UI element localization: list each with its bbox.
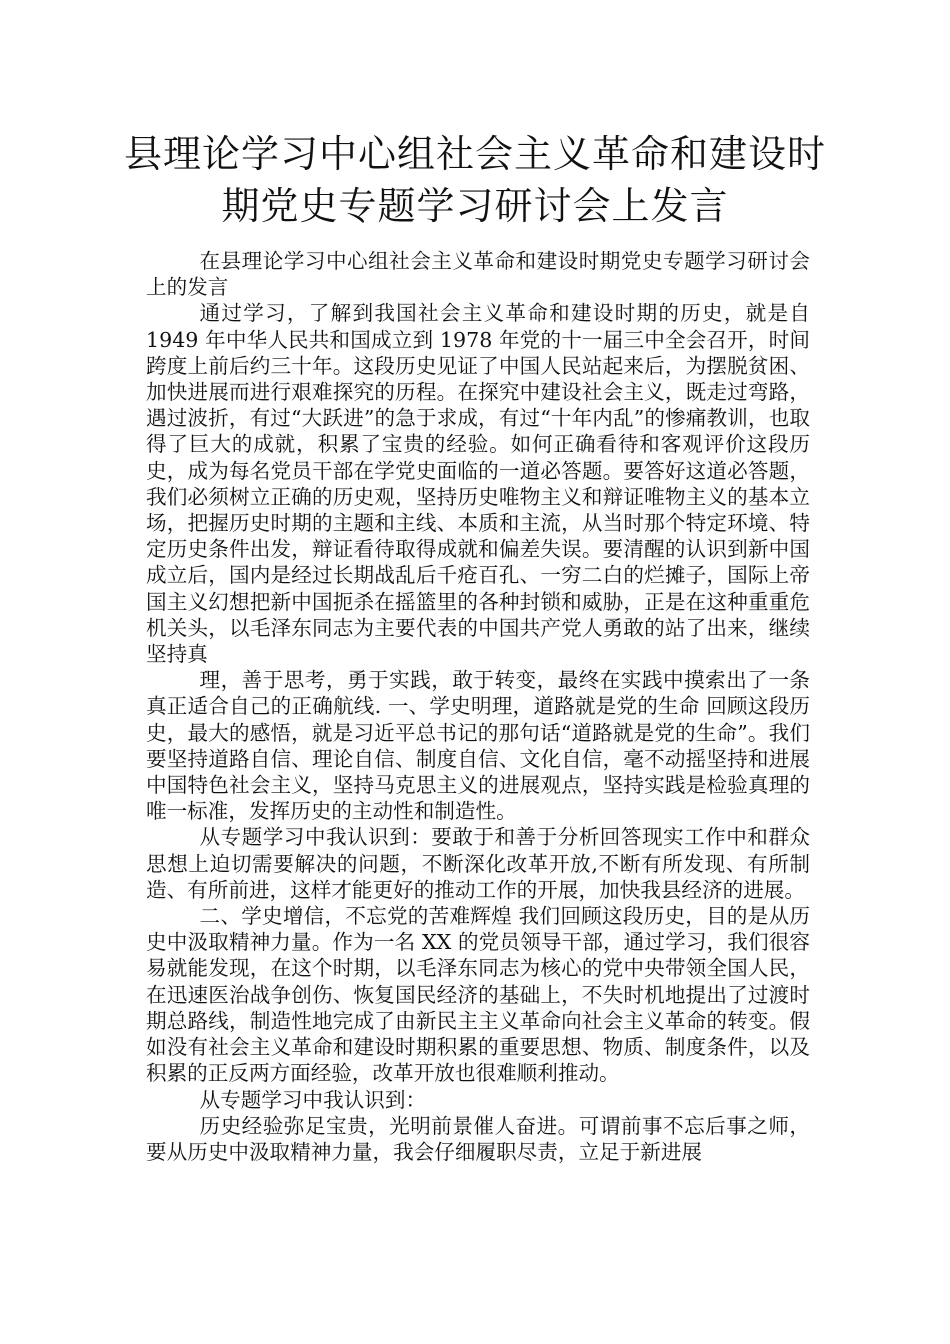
paragraph: 历史经验弥足宝贵，光明前景催人奋进。可谓前事不忘后事之师，要从历史中汲取精神力量，我会仔细履职尽责，立足于新进展: [146, 1113, 810, 1164]
paragraph: 二、学史增信，不忘党的苦难辉煌 我们回顾这段历史，目的是从历史中汲取精神力量。作为一名 XX 的党员领导干部，通过学习，我们很容易就能发现，在这个时期，以毛泽东同志为核心的党中央带领全国人民，在迅速医治战争创伤、恢复国民经济的基础上，不失时机地提出了过渡时期总路线，制造性地完成了由新民主主义革命向社会主义革命的转变。假如没有社会主义革命和建设时期积累的重要思想、物质、制度条件，以及积累的正反两方面经验，改革开放也很难顺利推动。: [146, 904, 810, 1086]
title-line-1: 县理论学习中心组社会主义革命和建设时: [123, 132, 826, 176]
paragraph: 从专题学习中我认识到：: [199, 1087, 427, 1112]
paragraph: 从专题学习中我认识到：要敢于和善于分析回答现实工作中和群众思想上迫切需要解决的问题，不断深化改革开放,不断有所发现、有所制造、有所前进，这样才能更好的推动工作的开展，加快我县经济的进展。: [146, 825, 810, 902]
paragraph-heading: 在县理论学习中心组社会主义革命和建设时期党史专题学习研讨会上的发言: [146, 249, 810, 300]
document-title: [120, 128, 830, 232]
paragraph: 通过学习，了解到我国社会主义革命和建设时期的历史，就是自 1949 年中华人民共和国成立到 1978 年党的十一届三中全会召开，时间跨度上前后约三十年。这段历史见证了中国人民站起来后，为摆脱贫困、加快进展而进行艰难探究的历程。在探究中建设社会主义，既走过弯路，遇过波折，有过“大跃进”的急于求成，有过“十年内乱”的惨痛教训，也取得了巨大的成就，积累了宝贵的经验。如何正确看待和客观评价这段历史，成为每名党员干部在学党史面临的一道必答题。要答好这道必答题，我们必须树立正确的历史观，坚持历史唯物主义和辩证唯物主义的基本立场，把握历史时期的主题和主线、本质和主流，从当时那个特定环境、特定历史条件出发，辩证看待取得成就和偏差失误。要清醒的认识到新中国成立后，国内是经过长期战乱后千疮百孔、一穷二白的烂摊子，国际上帝国主义幻想把新中国扼杀在摇篮里的各种封锁和威胁，正是在这种重重危机关头，以毛泽东同志为主要代表的中国共产党人勇敢的站了出来，继续坚持真: [146, 301, 810, 667]
title-line-2: 期党史专题学习研讨会上发言: [221, 184, 729, 228]
document-body: [146, 248, 810, 1165]
paragraph: 理，善于思考，勇于实践，敢于转变，最终在实践中摸索出了一条真正适合自己的正确航线. 一、学史明理，道路就是党的生命 回顾这段历史，最大的感悟，就是习近平总书记的那句话“道路就是党的生命”。我们要坚持道路自信、理论自信、制度自信、文化自信，毫不动摇坚持和进展中国特色社会主义，坚持马克思主义的进展观点，坚持实践是检验真理的唯一标准，发挥历史的主动性和制造性。: [146, 668, 810, 824]
